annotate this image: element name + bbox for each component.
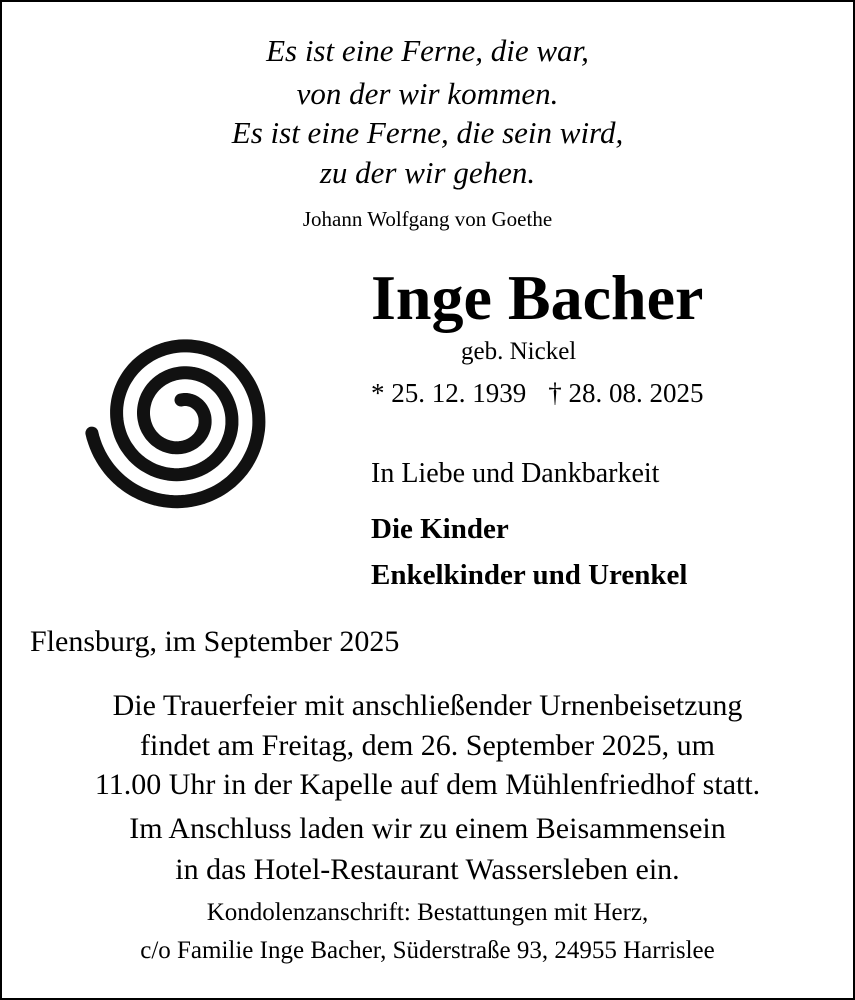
condolence-line: c/o Familie Inge Bacher, Süderstraße 93, 24955 Harrislee: [140, 937, 715, 964]
poem-line: Es ist eine Ferne, die sein wird,: [231, 115, 624, 150]
poem-line: von der wir kommen.: [296, 76, 559, 111]
ceremony-line: 11.00 Uhr in der Kapelle auf dem Mühlenfriedhof statt.: [94, 768, 761, 801]
deceased-name: Inge Bacher: [371, 262, 704, 333]
place-date: Flensburg, im September 2025: [30, 625, 400, 658]
ceremony-line: findet am Freitag, dem 26. September 2025, um: [140, 729, 715, 762]
mourner-line: Enkelkinder und Urenkel: [371, 559, 688, 591]
ceremony-line: Die Trauerfeier mit anschließender Urnenbeisetzung: [112, 689, 743, 722]
poem-author: Johann Wolfgang von Goethe: [302, 207, 553, 231]
life-dates: [371, 380, 704, 407]
mourner-line: Die Kinder: [371, 513, 509, 545]
ceremony-line: in das Hotel-Restaurant Wassersleben ein.: [175, 853, 680, 886]
spiral-icon: [72, 322, 282, 522]
poem-line: Es ist eine Ferne, die war,: [266, 33, 589, 68]
condolence-line: Kondolenzanschrift: Bestattungen mit Herz,: [206, 899, 649, 926]
ceremony-line: Im Anschluss laden wir zu einem Beisammensein: [129, 812, 726, 845]
maiden-name: geb. Nickel: [461, 338, 577, 365]
poem-line: zu der wir gehen.: [319, 155, 536, 190]
mourners-intro: In Liebe und Dankbarkeit: [371, 458, 660, 489]
birth-date: * 25. 12. 1939: [371, 378, 527, 408]
death-date: † 28. 08. 2025: [548, 378, 704, 408]
